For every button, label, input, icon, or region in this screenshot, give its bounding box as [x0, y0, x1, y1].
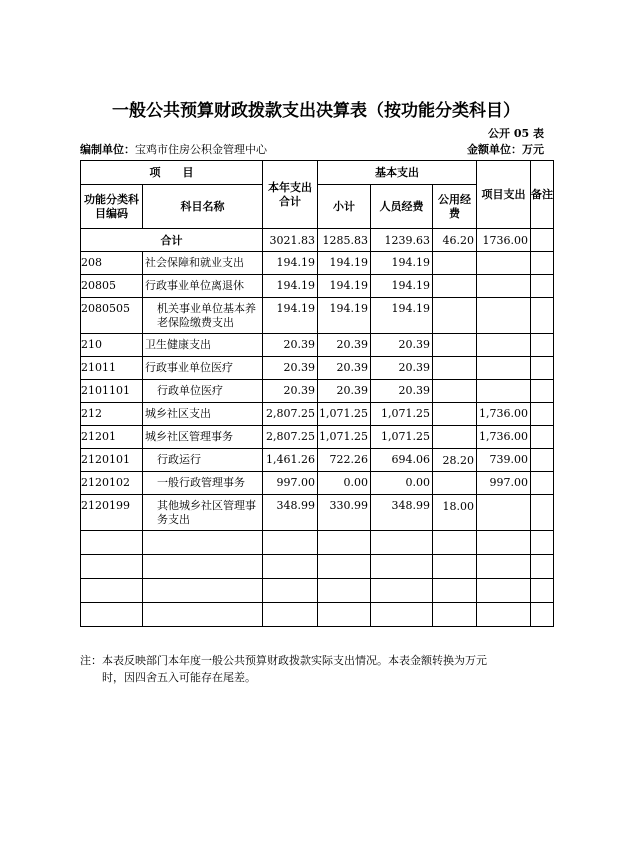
row-total: 2,807.25: [263, 403, 318, 426]
row-name: 机关事业单位基本养老保险缴费支出: [143, 298, 263, 334]
row-remark: [531, 403, 554, 426]
row-subtotal: 0.00: [318, 472, 371, 495]
row-subtotal: 330.99: [318, 495, 371, 531]
row-public: 18.00: [433, 495, 477, 531]
row-total: 194.19: [263, 275, 318, 298]
row-project: [477, 275, 531, 298]
row-code: 20805: [81, 275, 143, 298]
row-code: 2120199: [81, 495, 143, 531]
table-row: [81, 426, 554, 449]
compiling-unit-value: 宝鸡市住房公积金管理中心: [135, 143, 267, 156]
row-name: 社会保障和就业支出: [143, 252, 263, 275]
table-row: [81, 252, 554, 275]
total-label: 合计: [81, 229, 263, 252]
row-total: 20.39: [263, 380, 318, 403]
row-code: 212: [81, 403, 143, 426]
row-total: 1,461.26: [263, 449, 318, 472]
row-remark: [531, 298, 554, 334]
row-personnel: 0.00: [371, 472, 433, 495]
row-public: [433, 334, 477, 357]
row-subtotal: 20.39: [318, 334, 371, 357]
row-public: 28.20: [433, 449, 477, 472]
row-remark: [531, 495, 554, 531]
header-subtotal: 小计: [318, 185, 371, 229]
row-public: [433, 275, 477, 298]
row-subtotal: 194.19: [318, 298, 371, 334]
row-subtotal: 194.19: [318, 252, 371, 275]
row-project: [477, 357, 531, 380]
header-total: 本年支出合计: [263, 161, 318, 229]
row-name: 城乡社区管理事务: [143, 426, 263, 449]
row-total: 348.99: [263, 495, 318, 531]
table-row: [81, 357, 554, 380]
table-row: [81, 275, 554, 298]
row-name: 卫生健康支出: [143, 334, 263, 357]
row-subtotal: 1,071.25: [318, 426, 371, 449]
page-title: 一般公共预算财政拨款支出决算表（按功能分类科目）: [112, 101, 520, 121]
header-code: 功能分类科目编码: [81, 185, 143, 229]
blank-row: [81, 531, 554, 555]
row-total: 2,807.25: [263, 426, 318, 449]
header-remark: 备注: [531, 161, 554, 229]
row-subtotal: 1,071.25: [318, 403, 371, 426]
row-public: [433, 357, 477, 380]
row-name: 其他城乡社区管理事务支出: [143, 495, 263, 531]
row-personnel: 694.06: [371, 449, 433, 472]
header-name: 科目名称: [143, 185, 263, 229]
row-subtotal: 194.19: [318, 275, 371, 298]
row-project: 739.00: [477, 449, 531, 472]
row-personnel: 194.19: [371, 298, 433, 334]
row-project: [477, 252, 531, 275]
compiling-unit-label: 编制单位：: [80, 143, 135, 156]
row-public: [433, 252, 477, 275]
table-row: [81, 495, 554, 531]
row-code: 2120102: [81, 472, 143, 495]
row-total: 997.00: [263, 472, 318, 495]
row-remark: [531, 380, 554, 403]
row-total: 194.19: [263, 298, 318, 334]
header-basic: 基本支出: [318, 161, 477, 185]
row-project: 1,736.00: [477, 403, 531, 426]
row-subtotal: 20.39: [318, 380, 371, 403]
row-public: [433, 403, 477, 426]
row-remark: [531, 334, 554, 357]
row-remark: [531, 275, 554, 298]
row-code: 2080505: [81, 298, 143, 334]
table-row: [81, 380, 554, 403]
row-public: [433, 298, 477, 334]
row-public: [433, 380, 477, 403]
total-project: 1736.00: [477, 229, 531, 252]
row-remark: [531, 357, 554, 380]
row-name: 一般行政管理事务: [143, 472, 263, 495]
table-row: [81, 298, 554, 334]
row-personnel: 194.19: [371, 275, 433, 298]
footnote-line-2: 时，因四舍五入可能存在尾差。: [102, 671, 256, 684]
row-remark: [531, 252, 554, 275]
row-personnel: 1,071.25: [371, 403, 433, 426]
form-number: 公开 05 表: [488, 127, 544, 140]
expenditure-table: [80, 160, 554, 627]
row-personnel: 20.39: [371, 380, 433, 403]
row-code: 21011: [81, 357, 143, 380]
total-subtotal: 1285.83: [318, 229, 371, 252]
row-public: [433, 472, 477, 495]
table-row: [81, 334, 554, 357]
row-project: 997.00: [477, 472, 531, 495]
row-code: 21201: [81, 426, 143, 449]
total-remark: [531, 229, 554, 252]
row-name: 行政运行: [143, 449, 263, 472]
total-personnel: 1239.63: [371, 229, 433, 252]
row-remark: [531, 426, 554, 449]
row-total: 20.39: [263, 334, 318, 357]
footnote: [80, 652, 552, 686]
table-row: [81, 472, 554, 495]
blank-row: [81, 603, 554, 627]
row-project: 1,736.00: [477, 426, 531, 449]
row-personnel: 348.99: [371, 495, 433, 531]
row-remark: [531, 472, 554, 495]
total-amount: 3021.83: [263, 229, 318, 252]
header-item: 项 目: [81, 161, 263, 185]
header-project: 项目支出: [477, 161, 531, 229]
row-total: 194.19: [263, 252, 318, 275]
row-code: 2120101: [81, 449, 143, 472]
row-code: 210: [81, 334, 143, 357]
row-project: [477, 298, 531, 334]
total-public: 46.20: [433, 229, 477, 252]
blank-row: [81, 555, 554, 579]
row-public: [433, 426, 477, 449]
row-remark: [531, 449, 554, 472]
blank-row: [81, 579, 554, 603]
compiling-unit: [80, 141, 267, 157]
row-name: 行政事业单位医疗: [143, 357, 263, 380]
table-row: [81, 449, 554, 472]
footnote-line-1: 注：本表反映部门本年度一般公共预算财政拨款实际支出情况。本表金额转换为万元: [80, 654, 487, 667]
row-name: 行政事业单位离退休: [143, 275, 263, 298]
row-name: 城乡社区支出: [143, 403, 263, 426]
row-subtotal: 20.39: [318, 357, 371, 380]
row-total: 20.39: [263, 357, 318, 380]
row-personnel: 194.19: [371, 252, 433, 275]
amount-unit-label: 金额单位：: [467, 143, 522, 156]
row-personnel: 20.39: [371, 357, 433, 380]
amount-unit: [467, 141, 544, 157]
row-personnel: 1,071.25: [371, 426, 433, 449]
header-public: 公用经费: [433, 185, 477, 229]
header-personnel: 人员经费: [371, 185, 433, 229]
row-personnel: 20.39: [371, 334, 433, 357]
row-project: [477, 495, 531, 531]
total-row: [81, 229, 554, 252]
row-code: 2101101: [81, 380, 143, 403]
row-name: 行政单位医疗: [143, 380, 263, 403]
row-project: [477, 334, 531, 357]
row-subtotal: 722.26: [318, 449, 371, 472]
amount-unit-value: 万元: [522, 143, 544, 156]
table-row: [81, 403, 554, 426]
row-project: [477, 380, 531, 403]
row-code: 208: [81, 252, 143, 275]
